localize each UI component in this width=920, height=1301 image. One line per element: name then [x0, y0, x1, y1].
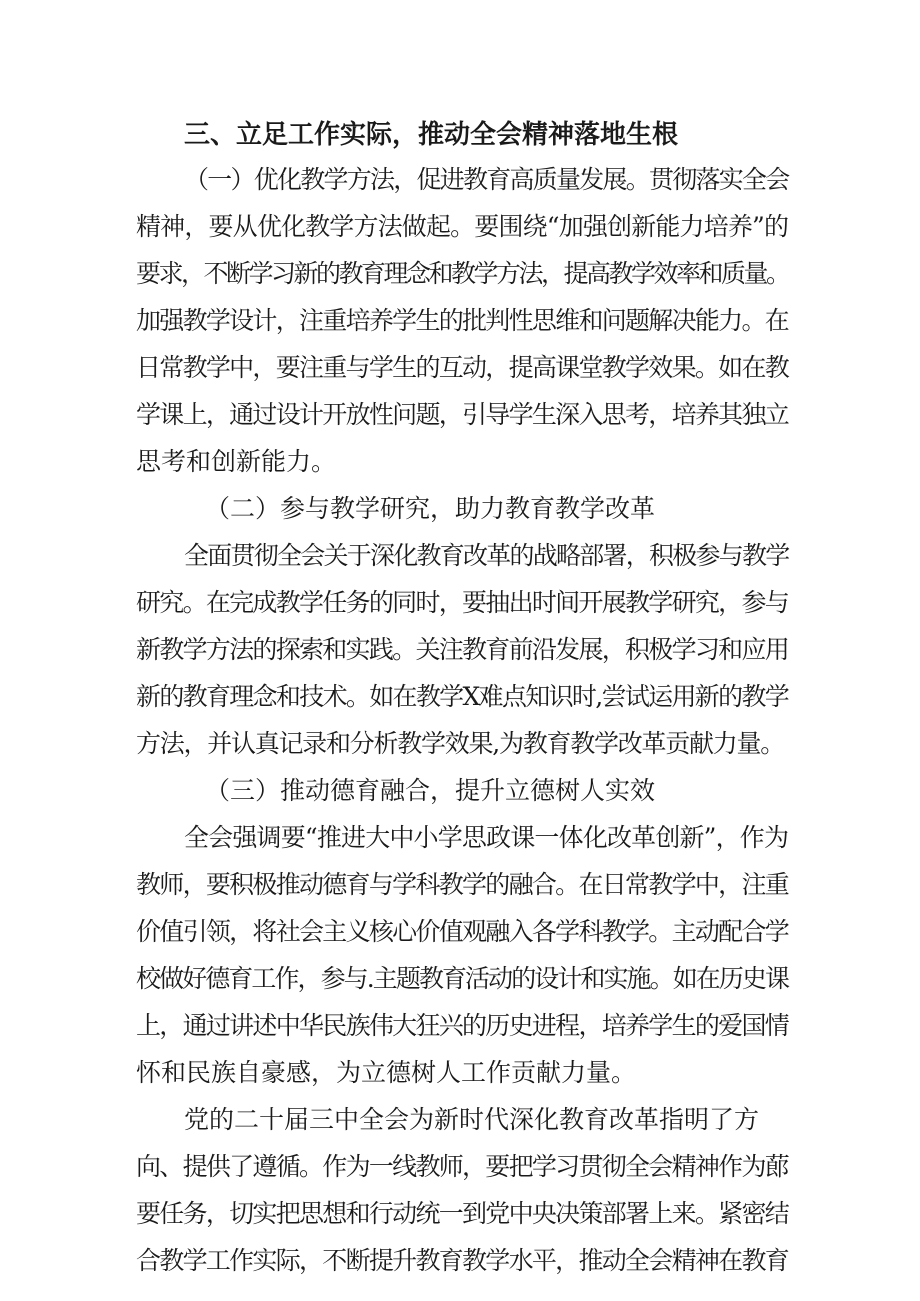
paragraph-line: 全面贯彻全会关于深化教育改革的战略部署，积极参与教学	[184, 541, 789, 570]
paragraph-line: 要求，不断学习新的教育理念和教学方法，提高教学效率和质量。	[136, 259, 789, 288]
paragraph-line: 要任务，切实把思想和行动统一到党中央决策部署上来。紧密结	[136, 1199, 788, 1228]
paragraph-line: 价值引领，将社会主义核心价值观融入各学科教学。主动配合学	[136, 917, 788, 946]
paragraph-line: 向、提供了遵循。作为一线教师，要把学习贯彻全会精神作为蓈	[136, 1152, 788, 1181]
paragraph-line: 精神，要从优化教学方法做起。要围绕“加强创新能力培养”的	[136, 212, 788, 241]
paragraph-line: 新教学方法的探索和实践。关注教育前沿发展，积极学习和应用	[136, 635, 788, 664]
paragraph-line: 校做好德育工作，参与.主题教育活动的设计和实施。如在历史课	[136, 964, 788, 993]
paragraph-line: 上，通过讲述中华民族伟大狂兴的历史进程，培养学生的爱国情	[136, 1011, 788, 1040]
paragraph-line: （一）优化教学方法，促进教育高质量发展。贯彻落实全会	[184, 165, 789, 194]
paragraph-line: 方法，并认真记录和分析教学效果,为教育教学改革贡献力量。	[136, 729, 784, 758]
paragraph-line: 新的教育理念和技术。如在教学X难点知识时,尝试运用新的教学	[136, 682, 788, 711]
paragraph-line: 研究。在完成教学任务的同时，要抽出时间开展教学研究，参与	[136, 588, 788, 617]
paragraph-line: 合教学工作实际，不断提升教育教学水平，推动全会精神在教育	[136, 1246, 788, 1275]
paragraph-line: 日常教学中，要注重与学生的互动，提高课堂教学效果。如在教	[136, 353, 788, 382]
paragraph-line: 教师，要积极推动德育与学科教学的融合。在日常教学中，注重	[136, 870, 788, 899]
section-heading: 三、立足工作实际，推动全会精神落地生根	[184, 120, 679, 150]
paragraph-line: 学课上，通过设计开放性问题，引导学生深入思考，培养其独立	[136, 400, 788, 429]
paragraph-line: 思考和创新能力。	[136, 447, 337, 476]
paragraph-line: 怀和民族自豪感，为立德树人工作贡献力量。	[136, 1058, 637, 1087]
subsection-title: （二）参与教学研究，助力教育教学改革	[205, 494, 656, 523]
paragraph-line: 党的二十届三中全会为新时代深化教育改革指明了方	[184, 1105, 760, 1134]
paragraph-line: 全会强调要“推进大中小学思政课一体化改革创新”，作为	[184, 823, 788, 852]
paragraph-line: 加强教学设计，注重培养学生的批判性思维和问题解决能力。在	[136, 306, 788, 335]
subsection-title: （三）推动德育融合，提升立德树人实效	[205, 776, 656, 805]
